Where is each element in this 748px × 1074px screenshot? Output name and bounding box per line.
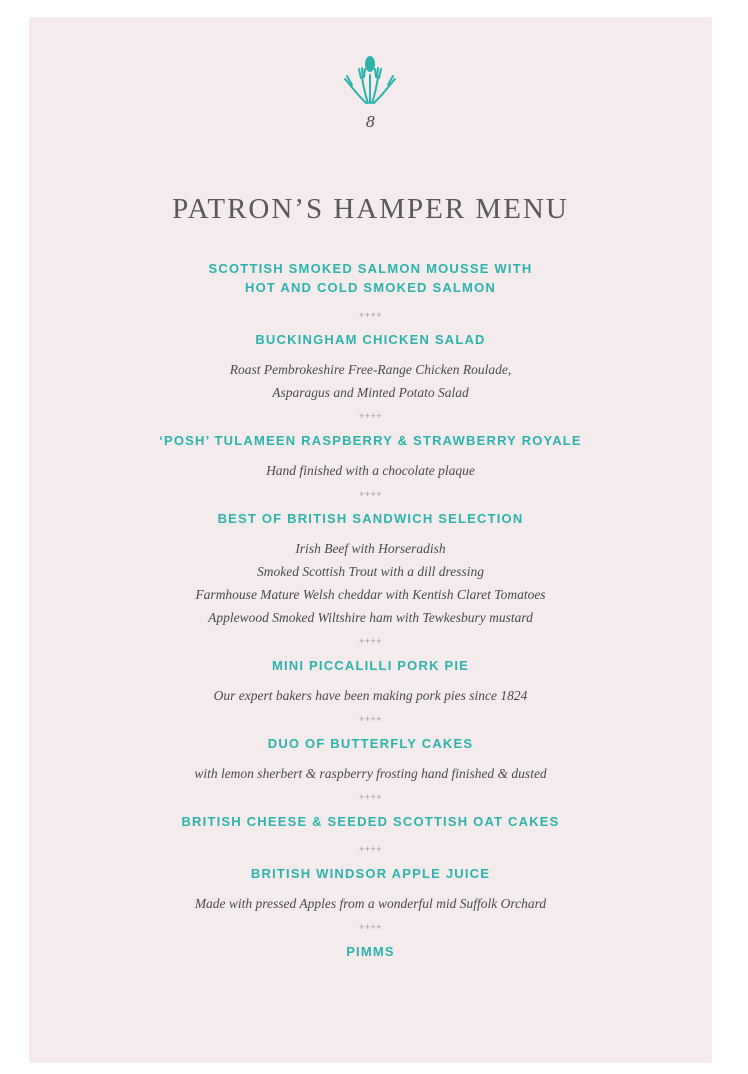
- menu-item: [29, 509, 712, 629]
- menu-item: [29, 812, 712, 831]
- menu-item-heading: SCOTTISH SMOKED SALMON MOUSSE WITH: [208, 261, 533, 276]
- separator: ++++: [358, 714, 383, 724]
- menu-item-heading: BRITISH WINDSOR APPLE JUICE: [250, 866, 491, 881]
- menu-item: [29, 942, 712, 961]
- menu-page: [29, 17, 712, 1063]
- menu-item-description: Applewood Smoked Wiltshire ham with Tewkesbury mustard: [208, 610, 533, 625]
- separator: ++++: [358, 636, 383, 646]
- separator: ++++: [358, 922, 383, 932]
- separator: ++++: [358, 310, 383, 320]
- menu-item-heading: HOT AND COLD SMOKED SALMON: [245, 280, 496, 295]
- menu-item: [29, 734, 712, 785]
- separator: ++++: [358, 792, 383, 802]
- menu-item-heading: BRITISH CHEESE & SEEDED SCOTTISH OAT CAKES: [181, 814, 560, 829]
- menu-item-heading: BUCKINGHAM CHICKEN SALAD: [255, 332, 486, 347]
- menu-item: [29, 330, 712, 404]
- menu-item-description: Made with pressed Apples from a wonderful mid Suffolk Orchard: [194, 896, 547, 911]
- menu-item-heading: DUO OF BUTTERFLY CAKES: [267, 736, 474, 751]
- menu-item-description: Hand finished with a chocolate plaque: [266, 463, 475, 478]
- menu-item: [29, 656, 712, 707]
- page-title: PATRON’S HAMPER MENU: [172, 193, 569, 225]
- menu-item-heading: PIMMS: [346, 944, 395, 959]
- menu-item-heading: ‘POSH’ TULAMEEN RASPBERRY & STRAWBERRY ROYALE: [159, 433, 582, 448]
- menu-item-description: with lemon sherbert & raspberry frosting hand finished & dusted: [194, 766, 547, 781]
- menu-item-description: Roast Pembrokeshire Free-Range Chicken Roulade,: [229, 362, 512, 377]
- separator: ++++: [358, 844, 383, 854]
- menu-item: [29, 259, 712, 297]
- page-number: 8: [365, 113, 376, 131]
- separator: ++++: [358, 489, 383, 499]
- menu-item-heading: BEST OF BRITISH SANDWICH SELECTION: [217, 511, 524, 526]
- menu-item-description: Our expert bakers have been making pork pies since 1824: [213, 688, 528, 703]
- menu-item-description: Asparagus and Minted Potato Salad: [272, 385, 469, 400]
- menu-item-description: Farmhouse Mature Welsh cheddar with Kentish Claret Tomatoes: [195, 587, 546, 602]
- menu-item: [29, 431, 712, 482]
- menu-list: [29, 259, 712, 961]
- menu-item: [29, 864, 712, 915]
- menu-item-heading: MINI PICCALILLI PORK PIE: [271, 658, 470, 673]
- menu-item-description: Smoked Scottish Trout with a dill dressing: [256, 564, 484, 579]
- cutlery-bouquet-icon: [342, 55, 398, 105]
- menu-item-description: Irish Beef with Horseradish: [295, 541, 446, 556]
- separator: ++++: [358, 411, 383, 421]
